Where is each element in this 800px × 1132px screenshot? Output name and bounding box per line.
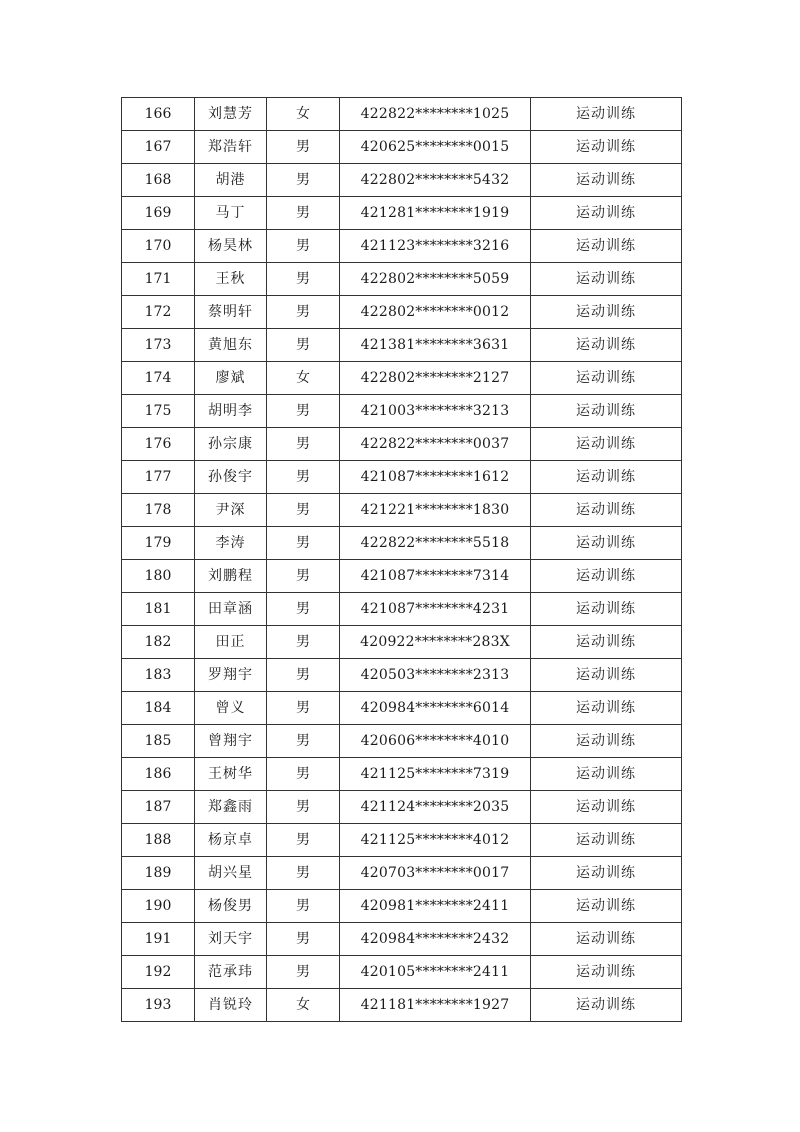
row-number-cell: 179 xyxy=(122,527,195,560)
major-cell: 运动训练 xyxy=(531,164,682,197)
student-name-cell: 马丁 xyxy=(195,197,267,230)
table-row xyxy=(122,692,682,725)
id-number-cell: 420922********283X xyxy=(340,626,531,659)
student-name-cell: 黄旭东 xyxy=(195,329,267,362)
id-number-cell: 421125********7319 xyxy=(340,758,531,791)
id-number-cell: 420625********0015 xyxy=(340,131,531,164)
major-cell: 运动训练 xyxy=(531,263,682,296)
gender-cell: 女 xyxy=(267,362,340,395)
student-name-cell: 刘天宇 xyxy=(195,923,267,956)
row-number-cell: 180 xyxy=(122,560,195,593)
student-name-cell: 肖锐玲 xyxy=(195,989,267,1022)
gender-cell: 男 xyxy=(267,626,340,659)
row-number-cell: 187 xyxy=(122,791,195,824)
student-name-cell: 曾义 xyxy=(195,692,267,725)
table-row xyxy=(122,230,682,263)
id-number-cell: 422822********0037 xyxy=(340,428,531,461)
id-number-cell: 420981********2411 xyxy=(340,890,531,923)
id-number-cell: 421123********3216 xyxy=(340,230,531,263)
row-number-cell: 192 xyxy=(122,956,195,989)
major-cell: 运动训练 xyxy=(531,362,682,395)
student-name-cell: 尹深 xyxy=(195,494,267,527)
student-name-cell: 罗翔宇 xyxy=(195,659,267,692)
table-row xyxy=(122,461,682,494)
major-cell: 运动训练 xyxy=(531,494,682,527)
id-number-cell: 421181********1927 xyxy=(340,989,531,1022)
table-row xyxy=(122,560,682,593)
gender-cell: 男 xyxy=(267,593,340,626)
student-name-cell: 胡港 xyxy=(195,164,267,197)
gender-cell: 男 xyxy=(267,527,340,560)
student-name-cell: 杨俊男 xyxy=(195,890,267,923)
gender-cell: 女 xyxy=(267,989,340,1022)
row-number-cell: 185 xyxy=(122,725,195,758)
id-number-cell: 421125********4012 xyxy=(340,824,531,857)
major-cell: 运动训练 xyxy=(531,791,682,824)
student-name-cell: 杨昊林 xyxy=(195,230,267,263)
id-number-cell: 420984********6014 xyxy=(340,692,531,725)
major-cell: 运动训练 xyxy=(531,857,682,890)
gender-cell: 男 xyxy=(267,461,340,494)
row-number-cell: 173 xyxy=(122,329,195,362)
table-row xyxy=(122,956,682,989)
table-row xyxy=(122,197,682,230)
gender-cell: 男 xyxy=(267,923,340,956)
table-row xyxy=(122,428,682,461)
gender-cell: 男 xyxy=(267,263,340,296)
major-cell: 运动训练 xyxy=(531,428,682,461)
student-name-cell: 郑浩轩 xyxy=(195,131,267,164)
major-cell: 运动训练 xyxy=(531,230,682,263)
student-name-cell: 范承玮 xyxy=(195,956,267,989)
table-row xyxy=(122,824,682,857)
id-number-cell: 421087********1612 xyxy=(340,461,531,494)
gender-cell: 男 xyxy=(267,725,340,758)
row-number-cell: 170 xyxy=(122,230,195,263)
major-cell: 运动训练 xyxy=(531,131,682,164)
row-number-cell: 190 xyxy=(122,890,195,923)
student-name-cell: 王秋 xyxy=(195,263,267,296)
major-cell: 运动训练 xyxy=(531,98,682,131)
gender-cell: 女 xyxy=(267,98,340,131)
major-cell: 运动训练 xyxy=(531,725,682,758)
gender-cell: 男 xyxy=(267,197,340,230)
table-row xyxy=(122,395,682,428)
row-number-cell: 176 xyxy=(122,428,195,461)
gender-cell: 男 xyxy=(267,659,340,692)
table-row xyxy=(122,626,682,659)
major-cell: 运动训练 xyxy=(531,395,682,428)
major-cell: 运动训练 xyxy=(531,989,682,1022)
id-number-cell: 420503********2313 xyxy=(340,659,531,692)
gender-cell: 男 xyxy=(267,329,340,362)
table-row xyxy=(122,164,682,197)
id-number-cell: 421124********2035 xyxy=(340,791,531,824)
gender-cell: 男 xyxy=(267,758,340,791)
table-row xyxy=(122,527,682,560)
id-number-cell: 421381********3631 xyxy=(340,329,531,362)
student-name-cell: 李涛 xyxy=(195,527,267,560)
row-number-cell: 178 xyxy=(122,494,195,527)
table-row xyxy=(122,98,682,131)
student-name-cell: 郑鑫雨 xyxy=(195,791,267,824)
table-row xyxy=(122,659,682,692)
row-number-cell: 193 xyxy=(122,989,195,1022)
major-cell: 运动训练 xyxy=(531,197,682,230)
row-number-cell: 181 xyxy=(122,593,195,626)
table-row xyxy=(122,890,682,923)
table-row xyxy=(122,131,682,164)
student-name-cell: 田正 xyxy=(195,626,267,659)
gender-cell: 男 xyxy=(267,494,340,527)
student-name-cell: 刘鹏程 xyxy=(195,560,267,593)
row-number-cell: 191 xyxy=(122,923,195,956)
major-cell: 运动训练 xyxy=(531,923,682,956)
id-number-cell: 420984********2432 xyxy=(340,923,531,956)
table-row xyxy=(122,362,682,395)
gender-cell: 男 xyxy=(267,428,340,461)
major-cell: 运动训练 xyxy=(531,527,682,560)
student-name-cell: 胡明李 xyxy=(195,395,267,428)
row-number-cell: 169 xyxy=(122,197,195,230)
row-number-cell: 175 xyxy=(122,395,195,428)
gender-cell: 男 xyxy=(267,857,340,890)
student-name-cell: 孙俊宇 xyxy=(195,461,267,494)
student-name-cell: 杨京卓 xyxy=(195,824,267,857)
id-number-cell: 420105********2411 xyxy=(340,956,531,989)
id-number-cell: 422822********5518 xyxy=(340,527,531,560)
id-number-cell: 422802********0012 xyxy=(340,296,531,329)
row-number-cell: 167 xyxy=(122,131,195,164)
row-number-cell: 168 xyxy=(122,164,195,197)
major-cell: 运动训练 xyxy=(531,956,682,989)
table-row xyxy=(122,263,682,296)
major-cell: 运动训练 xyxy=(531,890,682,923)
student-name-cell: 王树华 xyxy=(195,758,267,791)
id-number-cell: 421087********4231 xyxy=(340,593,531,626)
roster-table-body xyxy=(122,98,682,1022)
id-number-cell: 421087********7314 xyxy=(340,560,531,593)
row-number-cell: 182 xyxy=(122,626,195,659)
student-name-cell: 曾翔宇 xyxy=(195,725,267,758)
id-number-cell: 421003********3213 xyxy=(340,395,531,428)
major-cell: 运动训练 xyxy=(531,296,682,329)
gender-cell: 男 xyxy=(267,692,340,725)
table-row xyxy=(122,758,682,791)
gender-cell: 男 xyxy=(267,230,340,263)
id-number-cell: 420606********4010 xyxy=(340,725,531,758)
gender-cell: 男 xyxy=(267,956,340,989)
gender-cell: 男 xyxy=(267,791,340,824)
gender-cell: 男 xyxy=(267,824,340,857)
table-row xyxy=(122,329,682,362)
table-row xyxy=(122,494,682,527)
row-number-cell: 171 xyxy=(122,263,195,296)
gender-cell: 男 xyxy=(267,164,340,197)
table-row xyxy=(122,296,682,329)
major-cell: 运动训练 xyxy=(531,461,682,494)
id-number-cell: 422802********5432 xyxy=(340,164,531,197)
gender-cell: 男 xyxy=(267,131,340,164)
major-cell: 运动训练 xyxy=(531,593,682,626)
student-name-cell: 蔡明轩 xyxy=(195,296,267,329)
table-row xyxy=(122,857,682,890)
major-cell: 运动训练 xyxy=(531,329,682,362)
student-name-cell: 廖斌 xyxy=(195,362,267,395)
row-number-cell: 184 xyxy=(122,692,195,725)
id-number-cell: 421281********1919 xyxy=(340,197,531,230)
gender-cell: 男 xyxy=(267,560,340,593)
major-cell: 运动训练 xyxy=(531,824,682,857)
table-row xyxy=(122,725,682,758)
gender-cell: 男 xyxy=(267,395,340,428)
id-number-cell: 422802********5059 xyxy=(340,263,531,296)
row-number-cell: 186 xyxy=(122,758,195,791)
student-name-cell: 胡兴星 xyxy=(195,857,267,890)
row-number-cell: 188 xyxy=(122,824,195,857)
row-number-cell: 177 xyxy=(122,461,195,494)
table-row xyxy=(122,593,682,626)
row-number-cell: 183 xyxy=(122,659,195,692)
major-cell: 运动训练 xyxy=(531,659,682,692)
id-number-cell: 421221********1830 xyxy=(340,494,531,527)
student-name-cell: 刘慧芳 xyxy=(195,98,267,131)
student-name-cell: 田章涵 xyxy=(195,593,267,626)
major-cell: 运动训练 xyxy=(531,692,682,725)
major-cell: 运动训练 xyxy=(531,626,682,659)
row-number-cell: 174 xyxy=(122,362,195,395)
id-number-cell: 422822********1025 xyxy=(340,98,531,131)
student-roster-table xyxy=(121,97,682,1022)
table-row xyxy=(122,989,682,1022)
id-number-cell: 422802********2127 xyxy=(340,362,531,395)
row-number-cell: 166 xyxy=(122,98,195,131)
row-number-cell: 189 xyxy=(122,857,195,890)
gender-cell: 男 xyxy=(267,296,340,329)
row-number-cell: 172 xyxy=(122,296,195,329)
id-number-cell: 420703********0017 xyxy=(340,857,531,890)
gender-cell: 男 xyxy=(267,890,340,923)
table-row xyxy=(122,791,682,824)
major-cell: 运动训练 xyxy=(531,758,682,791)
major-cell: 运动训练 xyxy=(531,560,682,593)
student-name-cell: 孙宗康 xyxy=(195,428,267,461)
table-row xyxy=(122,923,682,956)
